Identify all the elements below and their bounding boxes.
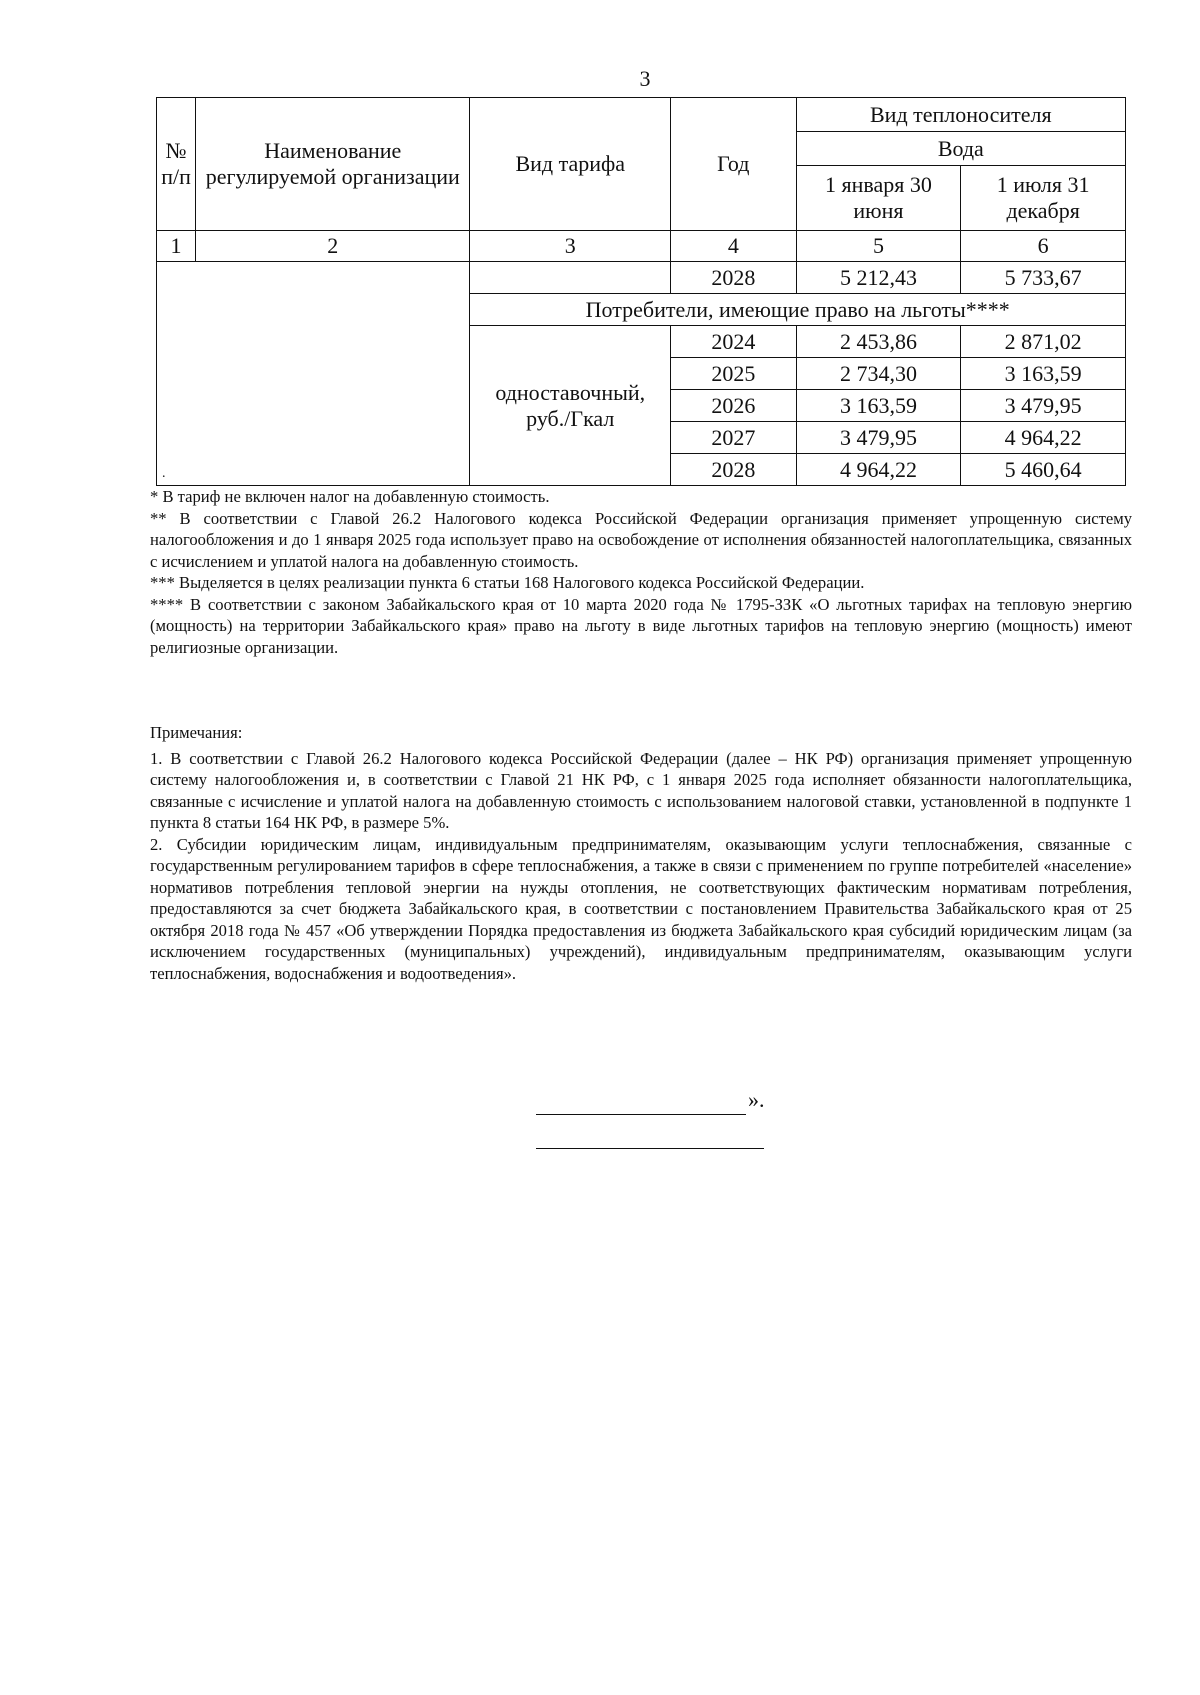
- index-cell: 4: [671, 231, 797, 262]
- header-period-2: 1 июля 31 декабря: [961, 166, 1126, 231]
- header-carrier: Вид теплоносителя: [796, 98, 1125, 132]
- value-cell: 5 733,67: [961, 262, 1126, 294]
- footnote: ** В соответствии с Главой 26.2 Налогового кодекса Российской Федерации организация применяет упрощенную систему налогообложения и до 1 января 2025 года использует право на освобождение от исполнения обязанностей налогоплательщика, связанных с исчислением и уплатой налога на добавленную стоимость.: [150, 508, 1132, 571]
- footnotes: [150, 486, 1132, 658]
- year-cell: 2024: [671, 326, 797, 358]
- value-cell: 2 871,02: [961, 326, 1126, 358]
- value-cell: 5 460,64: [961, 454, 1126, 486]
- year-cell: 2026: [671, 390, 797, 422]
- end-rule: [536, 1148, 764, 1149]
- header-period-1: 1 января 30 июня: [796, 166, 961, 231]
- note-item: 1. В соответствии с Главой 26.2 Налогового кодекса Российской Федерации (далее – НК РФ) организация применяет упрощенную систему налогообложения и, в соответствии с Главой 21 НК РФ, с 1 января 2025 года исполняет обязанности налогоплательщика, связанные с исчисление и уплатой налога на добавленную стоимость с использованием налоговой ставки, установленной в подпункте 1 пункта 8 статьи 164 НК РФ, в размере 5%.: [150, 748, 1132, 832]
- index-cell: 1: [157, 231, 196, 262]
- value-cell: 4 964,22: [961, 422, 1126, 454]
- index-cell: 6: [961, 231, 1126, 262]
- index-cell: 5: [796, 231, 961, 262]
- value-cell: 3 479,95: [796, 422, 961, 454]
- footnote: * В тариф не включен налог на добавленную стоимость.: [150, 487, 550, 506]
- year-cell: 2028: [671, 262, 797, 294]
- notes-section: [150, 722, 1132, 984]
- year-cell: 2025: [671, 358, 797, 390]
- index-cell: 2: [196, 231, 470, 262]
- tariff-table: [156, 97, 1126, 486]
- value-cell: 2 453,86: [796, 326, 961, 358]
- page-number: 3: [639, 66, 651, 91]
- table-row: [157, 262, 1126, 294]
- index-cell: 3: [470, 231, 671, 262]
- blank-cell: [470, 262, 671, 294]
- value-cell: 3 479,95: [961, 390, 1126, 422]
- signature-line: [536, 1114, 746, 1115]
- header-water: Вода: [796, 132, 1125, 166]
- note-item: 2. Субсидии юридическим лицам, индивидуальным предпринимателям, оказывающим услуги теплоснабжения, связанные с государственным регулированием тарифов в сфере теплоснабжения, а также в связи с применением по группе потребителей «население» нормативов потребления тепловой энергии на нужды отопления, не соответствующих фактическим нормативам потребления, предоставляются за счет бюджета Забайкальского края, в соответствии с постановлением Правительства Забайкальского края от 25 октября 2018 года № 457 «Об утверждении Порядка предоставления из бюджета Забайкальского края субсидий юридическим лицам (за исключением государственных (муниципальных) учреждений), индивидуальным предпринимателям, оказывающим услуги теплоснабжения, водоснабжения и водоотведения».: [150, 834, 1132, 983]
- header-num: № п/п: [157, 98, 196, 231]
- notes-title: Примечания:: [150, 723, 243, 742]
- index-row: [157, 231, 1126, 262]
- header-org: Наименование регулируемой организации: [196, 98, 470, 231]
- header-tariff-type: Вид тарифа: [470, 98, 671, 231]
- year-cell: 2028: [671, 454, 797, 486]
- footnote: *** Выделяется в целях реализации пункта 6 статьи 168 Налогового кодекса Российской Федерации.: [150, 573, 865, 592]
- value-cell: 3 163,59: [961, 358, 1126, 390]
- tariff-label: одноставочный, руб./Гкал: [470, 326, 671, 486]
- merged-blank-cell: [157, 262, 470, 486]
- value-cell: 2 734,30: [796, 358, 961, 390]
- value-cell: 4 964,22: [796, 454, 961, 486]
- closing-mark: ».: [748, 1087, 765, 1112]
- header-year: Год: [671, 98, 797, 231]
- year-cell: 2027: [671, 422, 797, 454]
- stray-dot: .: [162, 466, 166, 481]
- value-cell: 5 212,43: [796, 262, 961, 294]
- footnote: **** В соответствии с законом Забайкальского края от 10 марта 2020 года № 1795-ЗЗК «О льготных тарифах на тепловую энергию (мощность) на территории Забайкальского края» право на льготу в виде льготных тарифов на тепловую энергию (мощность) имеют религиозные организации.: [150, 594, 1132, 657]
- value-cell: 3 163,59: [796, 390, 961, 422]
- section-label: Потребители, имеющие право на льготы****: [470, 294, 1126, 326]
